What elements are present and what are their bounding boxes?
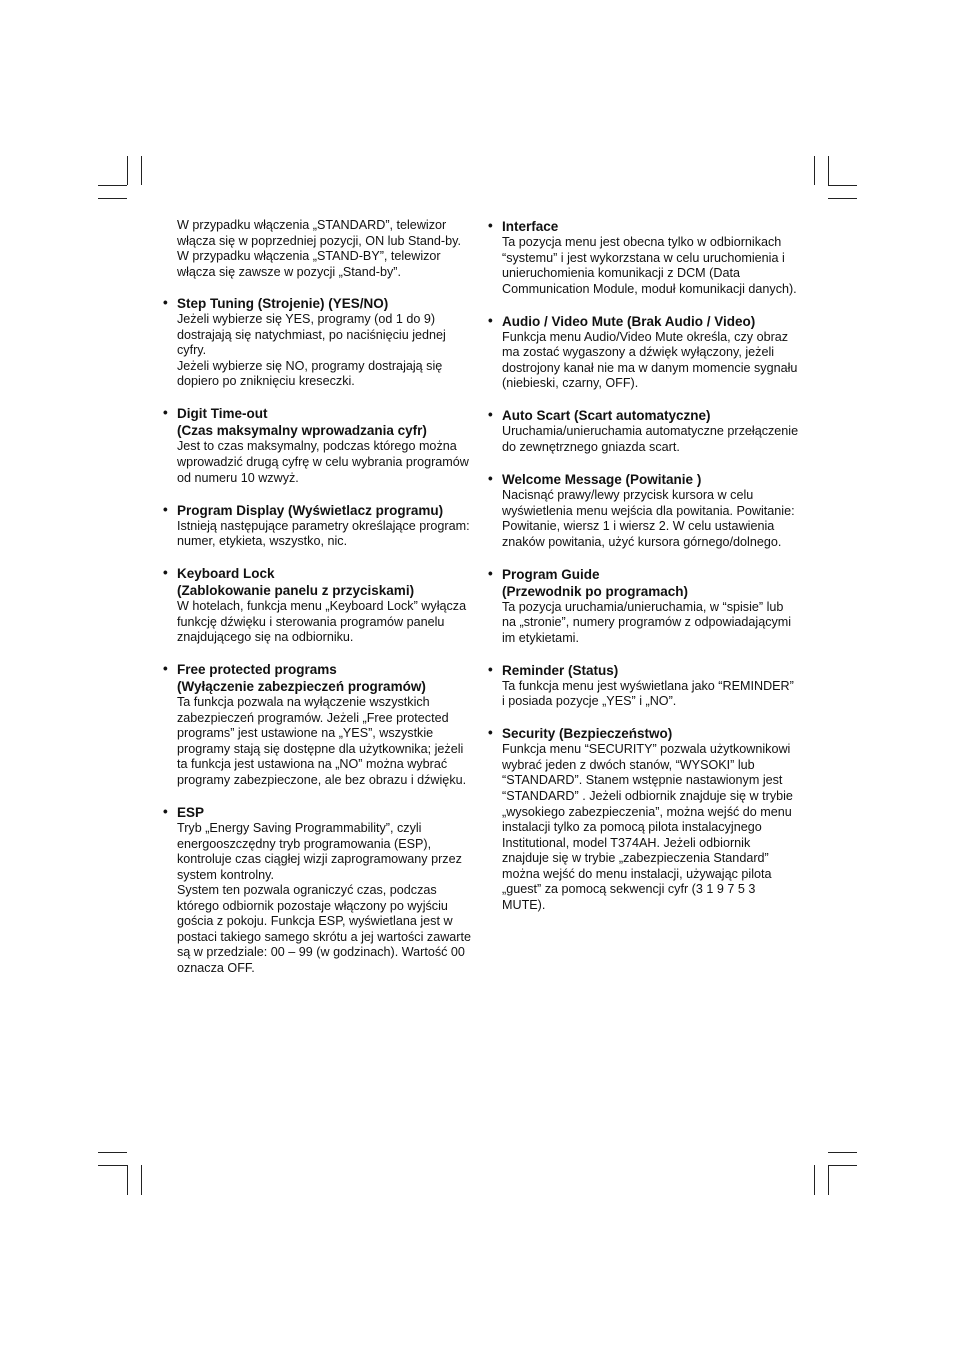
intro-paragraph: W przypadku włączenia „STAND-BY”, telewizor włącza się zawsze w pozycji „Stand-by”. (177, 249, 441, 279)
entry-heading-line: Program Guide (502, 566, 600, 582)
entry-welcome-message (488, 471, 800, 550)
entry-esp (163, 804, 475, 976)
bullet: • (488, 470, 493, 486)
bullet: • (163, 295, 168, 311)
intro-paragraph: W przypadku włączenia „STANDARD”, telewizor włącza się w poprzedniej pozycji, ON lub Stand-by. (177, 218, 461, 248)
entry-heading-line: Welcome Message (Powitanie ) (502, 471, 702, 487)
crop-mark-top-right-h2 (828, 198, 857, 199)
entry-paragraph: Funkcja menu Audio/Video Mute określa, czy obraz ma zostać wygaszony a dźwięk wyłączony, jeżeli dostrojony kanał nie ma w danym momencie sygnału (niebieski, czarny, OFF). (502, 329, 798, 391)
bullet: • (163, 501, 168, 517)
entry-heading-line: ESP (177, 805, 205, 821)
crop-mark-top-right-h1 (828, 185, 857, 186)
entry-heading (177, 502, 475, 519)
entry-heading (502, 313, 800, 330)
crop-mark-top-right-v2 (828, 156, 829, 185)
crop-mark-top-left-v2 (141, 156, 142, 185)
entry-interface (488, 218, 800, 297)
crop-mark-top-right-v1 (814, 156, 815, 185)
entry-paragraph: Ta funkcja menu jest wyświetlana jako “REMINDER” i posiada pozycje „YES” i „NO”. (502, 678, 794, 709)
entry-heading-line: Digit Time-out (177, 406, 268, 422)
entry-digit-time-out (163, 405, 475, 486)
entry-reminder (488, 662, 800, 710)
entry-heading (502, 566, 800, 600)
entry-program-display (163, 502, 475, 550)
bullet: • (488, 661, 493, 677)
entry-paragraph: Tryb „Energy Saving Programmability”, czyli energooszczędny tryb programowania (ESP), kontroluje czas ciągłej wizji zaprogramowany przez system kontrolny. (177, 821, 462, 882)
entry-paragraph: Funkcja menu “SECURITY” pozwala użytkownikowi wybrać jeden z dwóch stanów, “WYSOKI” lub “STANDARD”. Stanem wstępnie nastawionym jest “STANDARD” . Jeżeli odbiornik znajduje się w trybie „wysokiego zabezpieczenia”, można wejść do menu instalacji tylko za pomocą pilota instalacyjnego Institutional, model T374AH. Jeżeli odbiornik znajduje się w trybie „zabezpieczenia Standard” można wejść do menu instalacji, używając pilota „guest” za pomocą sekwencji cyfr (3 1 9 7 5 3 MUTE). (502, 742, 793, 912)
entry-heading (177, 661, 475, 695)
crop-mark-bottom-right-h1 (828, 1152, 857, 1153)
entry-free-protected-programs (163, 661, 475, 788)
bullet: • (163, 661, 168, 677)
entry-paragraph: Nacisnąć prawy/lewy przycisk kursora w celu wyświetlenia menu wejścia dla powitania. Powitanie: Powitanie, wiersz 1 i wiersz 2. W celu ustawienia znaków powitania, użyć kursora górnego/dolnego. (502, 487, 795, 549)
bullet: • (488, 407, 493, 423)
bullet: • (488, 565, 493, 581)
bullet: • (163, 804, 168, 820)
entry-heading-line: Auto Scart (Scart automatyczne) (502, 408, 711, 424)
entry-paragraph: W hotelach, funkcja menu „Keyboard Lock” wyłącza funkcję dźwięku i sterowania programów panelu znajdującego się na odbiorniku. (177, 599, 467, 645)
entry-heading-line: Keyboard Lock (177, 566, 275, 582)
crop-mark-bottom-left-h2 (98, 1165, 127, 1166)
right-column (488, 218, 800, 929)
intro-text (163, 218, 475, 280)
entry-paragraph: Ta funkcja pozwala na wyłączenie wszystkich zabezpieczeń programów. Jeżeli „Free protected programs” jest ustawione na „YES”, wszystkie programy stają się dostępne dla użytkownika; jeżeli ta funkcja jest ustawiona na „NO” można wybrać programy zabezpieczone, ale bez obrazu i dźwięku. (177, 695, 467, 788)
bullet: • (163, 405, 168, 421)
entry-paragraph: Uruchamia/unieruchamia automatyczne przełączenie do zewnętrznego gniazda scart. (502, 424, 799, 454)
entry-heading (502, 725, 800, 742)
bullet: • (488, 312, 493, 328)
crop-mark-bottom-right-h2 (828, 1165, 857, 1166)
entry-heading (502, 407, 800, 424)
entry-heading (177, 295, 475, 312)
entry-heading-line: Audio / Video Mute (Brak Audio / Video) (502, 313, 756, 329)
entry-paragraph: Jeżeli wybierze się YES, programy (od 1 do 9) dostrajają się natychmiast, po naciśnięciu jednej cyfry. (177, 312, 446, 358)
crop-mark-bottom-left-v1 (127, 1165, 128, 1195)
entry-paragraph: Jest to czas maksymalny, podczas którego można wprowadzić drugą cyfrę w celu wybrania programów od numeru 10 wzwyż. (177, 439, 469, 485)
entry-heading (502, 471, 800, 488)
crop-mark-bottom-left-v2 (141, 1165, 142, 1195)
entry-heading-line: Security (Bezpieczeństwo) (502, 726, 673, 742)
entry-heading-line: Reminder (Status) (502, 662, 619, 678)
entry-heading-line: (Zablokowanie panelu z przyciskami) (177, 583, 415, 599)
entry-heading (177, 804, 475, 821)
entry-heading-line: (Przewodnik po programach) (502, 583, 689, 599)
crop-mark-top-left-h2 (98, 198, 127, 199)
entry-audio-video-mute (488, 313, 800, 392)
entry-program-guide (488, 566, 800, 647)
crop-mark-top-left-h1 (98, 185, 127, 186)
entry-paragraph: System ten pozwala ograniczyć czas, podczas którego odbiornik pozostaje włączony po wyjściu gościa z pokoju. Funkcja ESP, wyświetlana jest w postaci takiego samego skrótu a jej wartości zawarte są w przedziale: 00 – 99 (w godzinach). Wartość 00 oznacza OFF. (177, 883, 471, 975)
bullet: • (488, 218, 493, 233)
bullet: • (488, 725, 493, 741)
entry-heading-line: Interface (502, 219, 559, 234)
bullet: • (163, 565, 168, 581)
entry-heading (177, 565, 475, 599)
entry-heading-line: Step Tuning (Strojenie) (YES/NO) (177, 296, 389, 312)
entry-heading-line: (Wyłączenie zabezpieczeń programów) (177, 679, 426, 695)
entry-step-tuning (163, 295, 475, 390)
entry-heading-line: Free protected programs (177, 662, 337, 678)
entry-heading-line: (Czas maksymalny wprowadzania cyfr) (177, 423, 427, 439)
crop-mark-bottom-right-v1 (814, 1165, 815, 1195)
left-column (163, 218, 475, 992)
entry-paragraph: Ta pozycja uruchamia/unieruchamia, w “spisie” lub na „stronie”, numery programów z odpowiadającymi im etykietami. (502, 599, 792, 645)
crop-mark-bottom-left-h1 (98, 1152, 127, 1153)
entry-keyboard-lock (163, 565, 475, 646)
entry-auto-scart (488, 407, 800, 455)
entry-paragraph: Istnieją następujące parametry określające program: numer, etykieta, wszystko, nic. (177, 518, 470, 549)
entry-heading-line: Program Display (Wyświetlacz programu) (177, 502, 444, 518)
crop-mark-bottom-right-v2 (828, 1165, 829, 1195)
entry-heading (502, 662, 800, 679)
entry-paragraph: Jeżeli wybierze się NO, programy dostrajają się dopiero po zniknięciu kreseczki. (177, 358, 443, 389)
entry-heading (177, 405, 475, 439)
crop-mark-top-left-v1 (127, 156, 128, 185)
entry-security (488, 725, 800, 913)
entry-paragraph: Ta pozycja menu jest obecna tylko w odbiornikach “systemu” i jest wykorzstana w celu uruchomienia i unieruchomienia komunikacji z DCM (Data Communication Module, moduł komunikacji danych). (502, 235, 797, 296)
entry-heading (502, 218, 800, 235)
